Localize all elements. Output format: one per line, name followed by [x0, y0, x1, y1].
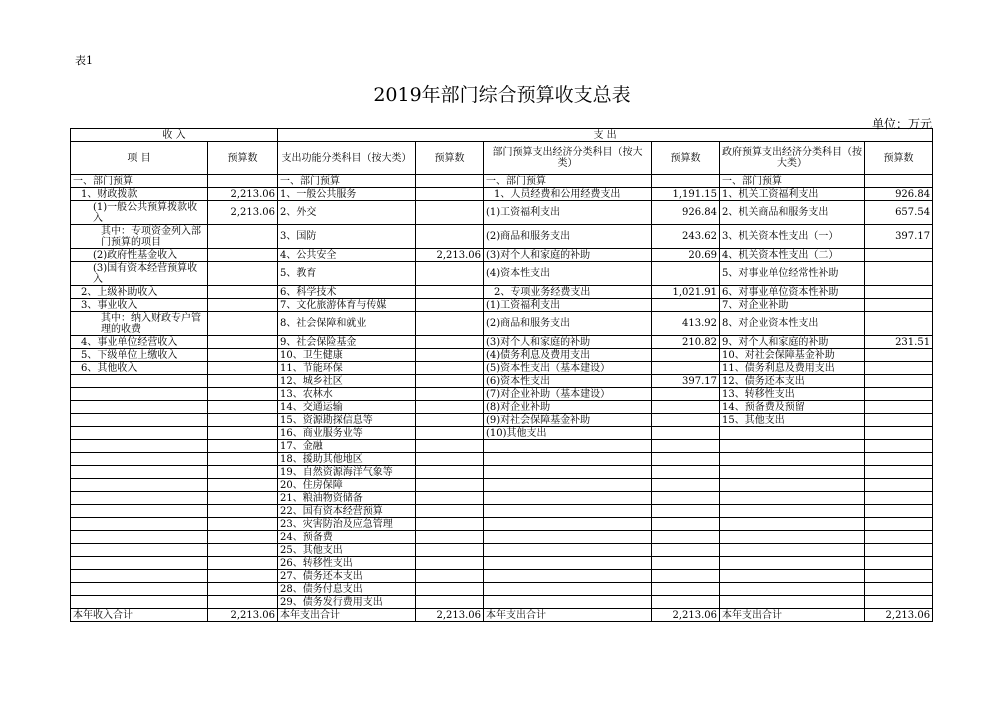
dept-item-cell — [484, 466, 652, 479]
table-row — [71, 349, 933, 362]
col-budget-header: 预算数 — [652, 142, 720, 175]
func-budget-cell — [416, 518, 484, 531]
dept-item-cell — [484, 453, 652, 466]
dept-item-cell — [484, 583, 652, 596]
income-budget-cell — [208, 225, 278, 249]
col-gov-header: 政府预算支出经济分类科目（按大类） — [720, 142, 865, 175]
func-item-cell: 21、粮油物资储备 — [278, 492, 416, 505]
dept-item-cell: (6)资本性支出 — [484, 375, 652, 388]
dept-item-cell: (7)对企业补助（基本建设） — [484, 388, 652, 401]
income-item-cell — [71, 453, 208, 466]
func-item-cell: 12、城乡社区 — [278, 375, 416, 388]
gov-item-cell — [720, 453, 865, 466]
gov-budget-cell — [865, 249, 933, 262]
income-budget-cell — [208, 349, 278, 362]
func-budget-cell — [416, 375, 484, 388]
income-budget-cell — [208, 362, 278, 375]
gov-budget-cell: 2,213.06 — [865, 609, 933, 622]
table-row — [71, 375, 933, 388]
func-item-cell: 24、预备费 — [278, 531, 416, 544]
dept-item-cell: (8)对企业补助 — [484, 401, 652, 414]
func-item-cell: 8、社会保障和就业 — [278, 312, 416, 336]
table-row — [71, 518, 933, 531]
income-item-cell: 6、其他收入 — [71, 362, 208, 375]
dept-budget-cell — [652, 414, 720, 427]
func-item-cell: 本年支出合计 — [278, 609, 416, 622]
gov-item-cell — [720, 492, 865, 505]
func-budget-cell — [416, 596, 484, 609]
income-item-cell: (2)政府性基金收入 — [71, 249, 208, 262]
income-budget-cell — [208, 401, 278, 414]
func-budget-cell — [416, 583, 484, 596]
table-row — [71, 188, 933, 201]
func-budget-cell — [416, 453, 484, 466]
func-item-cell: 20、住房保障 — [278, 479, 416, 492]
func-budget-cell — [416, 427, 484, 440]
gov-item-cell: 本年支出合计 — [720, 609, 865, 622]
expense-header: 支 出 — [278, 129, 933, 142]
income-item-cell — [71, 479, 208, 492]
func-item-cell: 1、一般公共服务 — [278, 188, 416, 201]
dept-item-cell: (1)工资福利支出 — [484, 299, 652, 312]
func-budget-cell — [416, 414, 484, 427]
func-item-cell: 5、教育 — [278, 262, 416, 286]
dept-budget-cell: 926.84 — [652, 201, 720, 225]
table-row — [71, 262, 933, 286]
income-budget-cell — [208, 375, 278, 388]
dept-budget-cell — [652, 362, 720, 375]
gov-budget-cell — [865, 262, 933, 286]
table-row — [71, 544, 933, 557]
gov-item-cell: 6、对事业单位资本性补助 — [720, 286, 865, 299]
gov-budget-cell — [865, 596, 933, 609]
income-item-cell — [71, 375, 208, 388]
income-budget-cell — [208, 336, 278, 349]
gov-budget-cell — [865, 583, 933, 596]
dept-item-cell — [484, 557, 652, 570]
func-item-cell: 11、节能环保 — [278, 362, 416, 375]
income-budget-cell — [208, 427, 278, 440]
budget-summary-table — [70, 128, 933, 622]
income-budget-cell — [208, 557, 278, 570]
gov-item-cell: 1、机关工资福利支出 — [720, 188, 865, 201]
income-budget-cell — [208, 544, 278, 557]
income-budget-cell — [208, 414, 278, 427]
dept-item-cell: (4)资本性支出 — [484, 262, 652, 286]
income-budget-cell — [208, 596, 278, 609]
income-item-cell — [71, 388, 208, 401]
income-item-cell — [71, 427, 208, 440]
income-item-cell — [71, 492, 208, 505]
table-row — [71, 596, 933, 609]
func-budget-cell — [416, 479, 484, 492]
func-item-cell: 25、其他支出 — [278, 544, 416, 557]
income-item-cell: 1、财政拨款 — [71, 188, 208, 201]
income-budget-cell — [208, 286, 278, 299]
dept-item-cell — [484, 479, 652, 492]
gov-budget-cell — [865, 544, 933, 557]
func-budget-cell: 2,213.06 — [416, 609, 484, 622]
func-budget-cell — [416, 531, 484, 544]
table-row — [71, 492, 933, 505]
func-budget-cell — [416, 401, 484, 414]
gov-item-cell: 3、机关资本性支出（一） — [720, 225, 865, 249]
gov-item-cell: 14、预备费及预留 — [720, 401, 865, 414]
table-row — [71, 505, 933, 518]
func-item-cell: 9、社会保险基金 — [278, 336, 416, 349]
table-row — [71, 249, 933, 262]
dept-item-cell — [484, 544, 652, 557]
gov-budget-cell — [865, 440, 933, 453]
page-title: 2019年部门综合预算收支总表 — [373, 84, 631, 106]
gov-item-cell — [720, 531, 865, 544]
income-header: 收 入 — [71, 129, 278, 142]
income-budget-cell — [208, 175, 278, 188]
income-budget-cell — [208, 518, 278, 531]
func-item-cell: 15、资源勘探信息等 — [278, 414, 416, 427]
func-budget-cell — [416, 262, 484, 286]
dept-budget-cell — [652, 349, 720, 362]
gov-item-cell — [720, 466, 865, 479]
gov-item-cell — [720, 557, 865, 570]
income-item-cell — [71, 505, 208, 518]
dept-budget-cell: 1,021.91 — [652, 286, 720, 299]
func-budget-cell — [416, 362, 484, 375]
income-item-cell — [71, 557, 208, 570]
income-item-cell: 其中：纳入财政专户管理的收费 — [71, 312, 208, 336]
dept-item-cell — [484, 505, 652, 518]
income-budget-cell — [208, 299, 278, 312]
gov-budget-cell — [865, 557, 933, 570]
income-item-cell — [71, 570, 208, 583]
func-item-cell: 27、债务还本支出 — [278, 570, 416, 583]
func-budget-cell — [416, 336, 484, 349]
table-row — [71, 479, 933, 492]
gov-budget-cell: 926.84 — [865, 188, 933, 201]
income-item-cell — [71, 531, 208, 544]
income-item-cell: (1)一般公共预算拨款收入 — [71, 201, 208, 225]
gov-item-cell: 11、债务利息及费用支出 — [720, 362, 865, 375]
gov-item-cell: 12、债务还本支出 — [720, 375, 865, 388]
income-item-cell: 3、事业收入 — [71, 299, 208, 312]
income-item-cell: (3)国有资本经营预算收入 — [71, 262, 208, 286]
dept-item-cell: 本年支出合计 — [484, 609, 652, 622]
gov-item-cell: 10、对社会保障基金补助 — [720, 349, 865, 362]
income-item-cell: 其中：专项资金列入部门预算的项目 — [71, 225, 208, 249]
gov-item-cell — [720, 570, 865, 583]
gov-budget-cell — [865, 388, 933, 401]
col-budget-header: 预算数 — [865, 142, 933, 175]
func-item-cell: 7、文化旅游体育与传媒 — [278, 299, 416, 312]
income-budget-cell — [208, 440, 278, 453]
gov-budget-cell — [865, 375, 933, 388]
income-item-cell: 本年收入合计 — [71, 609, 208, 622]
table-row — [71, 401, 933, 414]
table-number-label: 表1 — [75, 54, 93, 67]
func-budget-cell — [416, 225, 484, 249]
func-budget-cell — [416, 388, 484, 401]
table-row — [71, 466, 933, 479]
dept-item-cell — [484, 492, 652, 505]
dept-item-cell — [484, 570, 652, 583]
gov-budget-cell — [865, 518, 933, 531]
gov-budget-cell — [865, 427, 933, 440]
dept-item-cell: (2)商品和服务支出 — [484, 312, 652, 336]
gov-budget-cell — [865, 505, 933, 518]
dept-budget-cell: 413.92 — [652, 312, 720, 336]
dept-budget-cell — [652, 583, 720, 596]
gov-budget-cell — [865, 531, 933, 544]
gov-item-cell: 9、对个人和家庭的补助 — [720, 336, 865, 349]
dept-budget-cell — [652, 531, 720, 544]
func-item-cell: 28、债务付息支出 — [278, 583, 416, 596]
func-budget-cell — [416, 505, 484, 518]
gov-budget-cell: 657.54 — [865, 201, 933, 225]
gov-budget-cell — [865, 175, 933, 188]
func-budget-cell — [416, 299, 484, 312]
dept-budget-cell — [652, 505, 720, 518]
func-budget-cell — [416, 349, 484, 362]
func-budget-cell — [416, 440, 484, 453]
gov-item-cell: 8、对企业资本性支出 — [720, 312, 865, 336]
dept-budget-cell — [652, 466, 720, 479]
table-row — [71, 570, 933, 583]
income-item-cell — [71, 583, 208, 596]
income-budget-cell — [208, 492, 278, 505]
gov-item-cell: 4、机关资本性支出（二） — [720, 249, 865, 262]
dept-item-cell: (10)其他支出 — [484, 427, 652, 440]
dept-budget-cell: 20.69 — [652, 249, 720, 262]
func-budget-cell — [416, 175, 484, 188]
func-budget-cell — [416, 466, 484, 479]
table-row — [71, 440, 933, 453]
income-item-cell — [71, 596, 208, 609]
func-budget-cell — [416, 201, 484, 225]
dept-budget-cell — [652, 479, 720, 492]
dept-item-cell: (4)债务利息及费用支出 — [484, 349, 652, 362]
dept-budget-cell — [652, 518, 720, 531]
income-budget-cell — [208, 249, 278, 262]
dept-budget-cell: 397.17 — [652, 375, 720, 388]
income-item-cell: 2、上级补助收入 — [71, 286, 208, 299]
func-budget-cell — [416, 312, 484, 336]
table-row — [71, 225, 933, 249]
gov-item-cell: 13、转移性支出 — [720, 388, 865, 401]
gov-item-cell — [720, 596, 865, 609]
table-row — [71, 362, 933, 375]
dept-item-cell — [484, 596, 652, 609]
table-row — [71, 427, 933, 440]
gov-item-cell: 5、对事业单位经常性补助 — [720, 262, 865, 286]
gov-item-cell — [720, 518, 865, 531]
income-item-cell — [71, 518, 208, 531]
gov-item-cell: 7、对企业补助 — [720, 299, 865, 312]
col-budget-header: 预算数 — [208, 142, 278, 175]
dept-budget-cell — [652, 492, 720, 505]
dept-budget-cell — [652, 453, 720, 466]
col-func-header: 支出功能分类科目（按大类） — [278, 142, 416, 175]
income-budget-cell: 2,213.06 — [208, 609, 278, 622]
table-row — [71, 453, 933, 466]
income-item-cell: 一、部门预算 — [71, 175, 208, 188]
gov-item-cell — [720, 479, 865, 492]
gov-budget-cell: 231.51 — [865, 336, 933, 349]
dept-budget-cell — [652, 544, 720, 557]
dept-item-cell: (1)工资福利支出 — [484, 201, 652, 225]
table-row — [71, 312, 933, 336]
gov-budget-cell — [865, 570, 933, 583]
func-item-cell: 6、科学技术 — [278, 286, 416, 299]
func-item-cell: 18、援助其他地区 — [278, 453, 416, 466]
income-budget-cell — [208, 453, 278, 466]
gov-budget-cell — [865, 479, 933, 492]
table-row — [71, 557, 933, 570]
table-row — [71, 583, 933, 596]
func-item-cell: 29、债务发行费用支出 — [278, 596, 416, 609]
income-budget-cell: 2,213.06 — [208, 201, 278, 225]
gov-item-cell: 一、部门预算 — [720, 175, 865, 188]
dept-budget-cell — [652, 388, 720, 401]
dept-budget-cell — [652, 299, 720, 312]
dept-item-cell — [484, 440, 652, 453]
dept-budget-cell: 2,213.06 — [652, 609, 720, 622]
income-budget-cell — [208, 531, 278, 544]
gov-item-cell: 15、其他支出 — [720, 414, 865, 427]
gov-budget-cell — [865, 299, 933, 312]
gov-budget-cell — [865, 286, 933, 299]
income-budget-cell — [208, 262, 278, 286]
dept-budget-cell — [652, 427, 720, 440]
dept-budget-cell — [652, 570, 720, 583]
income-item-cell — [71, 401, 208, 414]
income-item-cell — [71, 440, 208, 453]
table-row — [71, 286, 933, 299]
dept-item-cell — [484, 518, 652, 531]
func-item-cell: 26、转移性支出 — [278, 557, 416, 570]
dept-item-cell: (3)对个人和家庭的补助 — [484, 336, 652, 349]
gov-budget-cell — [865, 453, 933, 466]
col-item-header: 项 目 — [71, 142, 208, 175]
dept-budget-cell: 1,191.15 — [652, 188, 720, 201]
col-budget-header: 预算数 — [416, 142, 484, 175]
dept-budget-cell — [652, 262, 720, 286]
income-budget-cell — [208, 312, 278, 336]
gov-budget-cell — [865, 466, 933, 479]
dept-budget-cell — [652, 596, 720, 609]
dept-item-cell: (9)对社会保障基金补助 — [484, 414, 652, 427]
table-row — [71, 414, 933, 427]
func-item-cell: 22、国有资本经营预算 — [278, 505, 416, 518]
func-item-cell: 一、部门预算 — [278, 175, 416, 188]
gov-item-cell — [720, 583, 865, 596]
gov-item-cell: 2、机关商品和服务支出 — [720, 201, 865, 225]
gov-item-cell — [720, 427, 865, 440]
income-budget-cell — [208, 388, 278, 401]
func-budget-cell: 2,213.06 — [416, 249, 484, 262]
dept-item-cell — [484, 531, 652, 544]
dept-item-cell: 一、部门预算 — [484, 175, 652, 188]
dept-item-cell: (5)资本性支出（基本建设） — [484, 362, 652, 375]
income-item-cell — [71, 544, 208, 557]
func-budget-cell — [416, 188, 484, 201]
func-budget-cell — [416, 557, 484, 570]
income-item-cell — [71, 414, 208, 427]
gov-item-cell — [720, 505, 865, 518]
dept-budget-cell — [652, 401, 720, 414]
table-row — [71, 201, 933, 225]
func-item-cell: 4、公共安全 — [278, 249, 416, 262]
func-item-cell: 3、国防 — [278, 225, 416, 249]
gov-budget-cell — [865, 414, 933, 427]
func-item-cell: 23、灾害防治及应急管理 — [278, 518, 416, 531]
dept-item-cell: (3)对个人和家庭的补助 — [484, 249, 652, 262]
gov-item-cell — [720, 544, 865, 557]
func-item-cell: 10、卫生健康 — [278, 349, 416, 362]
gov-budget-cell — [865, 349, 933, 362]
income-budget-cell — [208, 479, 278, 492]
table-row — [71, 388, 933, 401]
dept-budget-cell — [652, 557, 720, 570]
col-dept-header: 部门预算支出经济分类科目（按大类） — [484, 142, 652, 175]
func-budget-cell — [416, 570, 484, 583]
gov-item-cell — [720, 440, 865, 453]
func-item-cell: 2、外交 — [278, 201, 416, 225]
func-item-cell: 13、农林水 — [278, 388, 416, 401]
dept-item-cell: (2)商品和服务支出 — [484, 225, 652, 249]
income-item-cell: 4、事业单位经营收入 — [71, 336, 208, 349]
dept-item-cell: 1、人员经费和公用经费支出 — [484, 188, 652, 201]
gov-budget-cell — [865, 362, 933, 375]
table-row — [71, 336, 933, 349]
func-budget-cell — [416, 544, 484, 557]
dept-budget-cell: 243.62 — [652, 225, 720, 249]
dept-item-cell: 2、专项业务经费支出 — [484, 286, 652, 299]
unit-label: 单位：万元 — [871, 117, 932, 131]
func-item-cell: 19、自然资源海洋气象等 — [278, 466, 416, 479]
dept-budget-cell — [652, 440, 720, 453]
func-budget-cell — [416, 286, 484, 299]
gov-budget-cell — [865, 312, 933, 336]
income-budget-cell — [208, 570, 278, 583]
func-item-cell: 14、交通运输 — [278, 401, 416, 414]
gov-budget-cell — [865, 492, 933, 505]
dept-budget-cell — [652, 175, 720, 188]
table-row — [71, 609, 933, 622]
func-item-cell: 17、金融 — [278, 440, 416, 453]
dept-budget-cell: 210.82 — [652, 336, 720, 349]
func-item-cell: 16、商业服务业等 — [278, 427, 416, 440]
income-budget-cell — [208, 505, 278, 518]
income-budget-cell — [208, 583, 278, 596]
income-budget-cell — [208, 466, 278, 479]
income-budget-cell: 2,213.06 — [208, 188, 278, 201]
table-row — [71, 299, 933, 312]
income-item-cell — [71, 466, 208, 479]
gov-budget-cell — [865, 401, 933, 414]
table-row — [71, 531, 933, 544]
table-row — [71, 175, 933, 188]
func-budget-cell — [416, 492, 484, 505]
income-item-cell: 5、下级单位上缴收入 — [71, 349, 208, 362]
gov-budget-cell: 397.17 — [865, 225, 933, 249]
